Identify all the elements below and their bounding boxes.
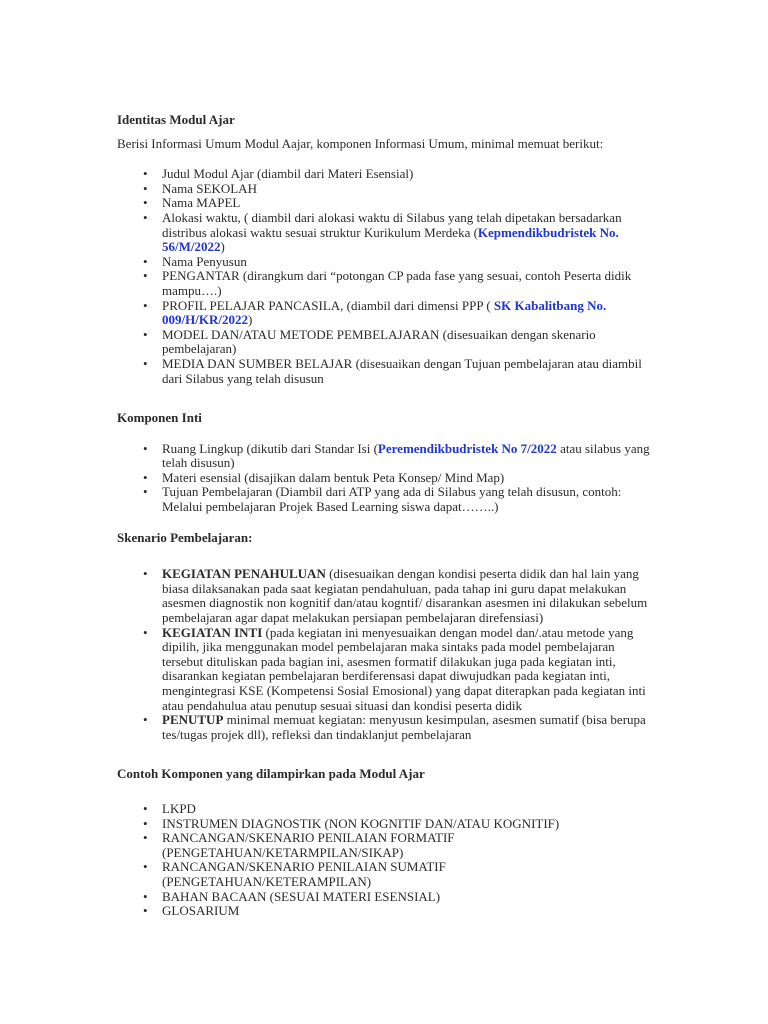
list-item — [117, 802, 657, 817]
item-text: MEDIA DAN SUMBER BELAJAR (disesuaikan dengan Tujuan pembelajaran atau diambil dari Silabus yang telah disusun — [162, 355, 642, 386]
list-item — [117, 817, 657, 832]
list-item — [117, 485, 657, 514]
item-text: Judul Modul Ajar (diambil dari Materi Esensial) — [162, 166, 414, 182]
item-text: (pada kegiatan ini menyesuaikan dengan model dan/.atau metode yang dipilih, jika menggunakan model pembelajaran maka sintaks pada model pembelajaran tersebut dituliskan pada bagian ini, asesmen formatif dilakukan juga pada kegiatan inti, disarankan kegiatan pembelajaran berdiferensasi dapat diwujudkan pada kegiatan inti, mengintegrasi KSE (Kompetensi Sosial Emosional) yang dapat diterapkan pada kegiatan inti atau pendahulua atau penutup sesuai situasi dan kondisi peserta didik — [162, 624, 646, 713]
item-text: LKPD — [162, 800, 196, 816]
item-label: PENUTUP — [162, 712, 224, 728]
item-text-after: ) — [220, 239, 225, 255]
document-page — [117, 113, 657, 919]
list-item — [117, 890, 657, 905]
list-item — [117, 442, 657, 471]
list-item — [117, 255, 657, 270]
list-item — [117, 567, 657, 625]
item-text: RANCANGAN/SKENARIO PENILAIAN SUMATIF (PENGETAHUAN/KETERAMPILAN) — [162, 859, 446, 889]
list-item — [117, 167, 657, 182]
item-text-after: ) — [247, 312, 253, 328]
skenario-list — [117, 567, 657, 742]
list-item — [117, 299, 657, 328]
list-item — [117, 904, 657, 919]
item-text: (disesuaikan dengan kondisi peserta didik dan hal lain yang biasa dilaksanakan pada saat kegiatan pendahuluan, pada tahap ini guru dapat melakukan asesmen diagnostik non kognitif dan/atau kogntif/ disarankan asesmen ini dilakukan sebelum pembelajaran agar dapat melakukan persiapan pembelajaran direfensiasi) — [162, 566, 648, 626]
identitas-list — [117, 167, 657, 386]
list-item — [117, 626, 657, 714]
item-text-after: atau silabus yang telah disusun) — [162, 440, 650, 471]
list-item — [117, 471, 657, 486]
list-item — [117, 182, 657, 197]
list-item — [117, 713, 657, 742]
item-text: Ruang Lingkup (dikutib dari Standar Isi ( — [162, 440, 378, 456]
list-item — [117, 211, 657, 255]
item-text: PROFIL PELAJAR PANCASILA, (diambil dari dimensi PPP ( — [162, 297, 494, 313]
item-text: INSTRUMEN DIAGNOSTIK (NON KOGNITIF DAN/ATAU KOGNITIF) — [162, 815, 560, 831]
item-text: Nama SEKOLAH — [162, 180, 257, 196]
section-intro: Berisi Informasi Umum Modul Aajar, komponen Informasi Umum, minimal memuat berikut: — [117, 135, 604, 151]
komponen-inti-list — [117, 442, 657, 515]
item-text: minimal memuat kegiatan: menyusun kesimpulan, asesmen sumatif (bisa berupa tes/tugas projek dll), refleksi dan tindaklanjut pembelajaran — [162, 712, 646, 742]
section-heading-komponen-inti: Komponen Inti — [117, 410, 202, 426]
item-text: Tujuan Pembelajaran (Diambil dari ATP yang ada di Silabus yang telah disusun, contoh: Melalui pembelajaran Projek Based Learning siswa dapat……..) — [162, 484, 622, 515]
section-heading-skenario: Skenario Pembelajaran: — [117, 529, 253, 545]
item-text: Nama Penyusun — [162, 253, 247, 269]
list-item — [117, 269, 657, 298]
list-item — [117, 831, 657, 860]
section-heading-identitas: Identitas Modul Ajar — [117, 112, 235, 127]
item-text: GLOSARIUM — [162, 903, 240, 919]
list-item — [117, 357, 657, 386]
item-text: Alokasi waktu, ( diambil dari alokasi waktu di Silabus yang telah dipetakan bersadarkan distribus alokasi waktu sesuai struktur Kurikulum Merdeka ( — [162, 209, 622, 240]
item-text: Nama MAPEL — [162, 195, 241, 211]
item-label: KEGIATAN INTI — [162, 624, 263, 640]
section-heading-lampiran: Contoh Komponen yang dilampirkan pada Modul Ajar — [117, 766, 425, 782]
item-text: Materi esensial (disajikan dalam bentuk Peta Konsep/ Mind Map) — [162, 469, 505, 485]
lampiran-list — [117, 802, 657, 919]
list-item — [117, 196, 657, 211]
list-item — [117, 328, 657, 357]
regulation-reference: Peremendikbudristek No 7/2022 — [377, 440, 557, 456]
list-item — [117, 860, 657, 889]
item-text: MODEL DAN/ATAU METODE PEMBELAJARAN (disesuaikan dengan skenario pembelajaran) — [162, 326, 596, 357]
regulation-reference: SK Kabalitbang No. 009/H/KR/2022 — [162, 297, 607, 328]
item-text: PENGANTAR (dirangkum dari “potongan CP pada fase yang sesuai, contoh Peserta didik mampu….) — [162, 268, 632, 298]
item-label: KEGIATAN PENAHULUAN — [162, 566, 326, 582]
item-text: BAHAN BACAAN (SESUAI MATERI ESENSIAL) — [162, 888, 441, 904]
item-text: RANCANGAN/SKENARIO PENILAIAN FORMATIF (PENGETAHUAN/KETARMPILAN/SIKAP) — [162, 830, 455, 860]
regulation-reference: Kepmendikbudristek No. 56/M/2022 — [162, 224, 619, 255]
